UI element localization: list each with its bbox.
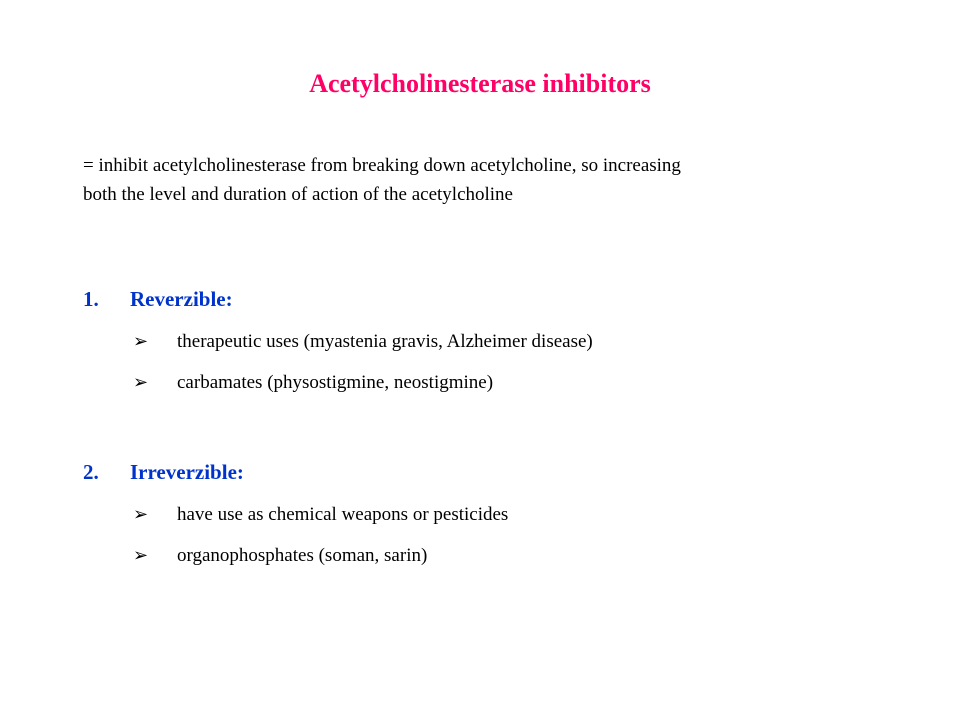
section-heading-label: Reverzible: [130,287,233,311]
list-item [83,502,903,527]
definition-text [83,151,883,209]
section-heading [83,455,903,489]
section-number: 2. [83,460,99,484]
slide-title: Acetylcholinesterase inhibitors [309,69,651,98]
list-item [83,370,903,395]
section-number: 1. [83,287,99,311]
arrow-bullet-icon: ➢ [133,331,149,352]
section-irreversible [83,455,903,568]
section-reversible [83,282,903,395]
definition-line-2: both the level and duration of action of the acetylcholine [83,184,513,205]
list-item-text: therapeutic uses (myastenia gravis, Alzheimer disease) [177,331,593,352]
arrow-bullet-icon: ➢ [133,372,149,393]
definition-line-1: = inhibit acetylcholinesterase from breaking down acetylcholine, so increasing [83,155,681,176]
list-item [83,543,903,568]
section-heading-label: Irreverzible: [130,460,244,484]
arrow-bullet-icon: ➢ [133,545,149,566]
list-item-text: have use as chemical weapons or pesticides [177,504,509,525]
list-item-text: organophosphates (soman, sarin) [177,545,428,566]
list-item-text: carbamates (physostigmine, neostigmine) [177,372,494,393]
section-heading [83,282,903,316]
arrow-bullet-icon: ➢ [133,504,149,525]
list-item [83,329,903,354]
